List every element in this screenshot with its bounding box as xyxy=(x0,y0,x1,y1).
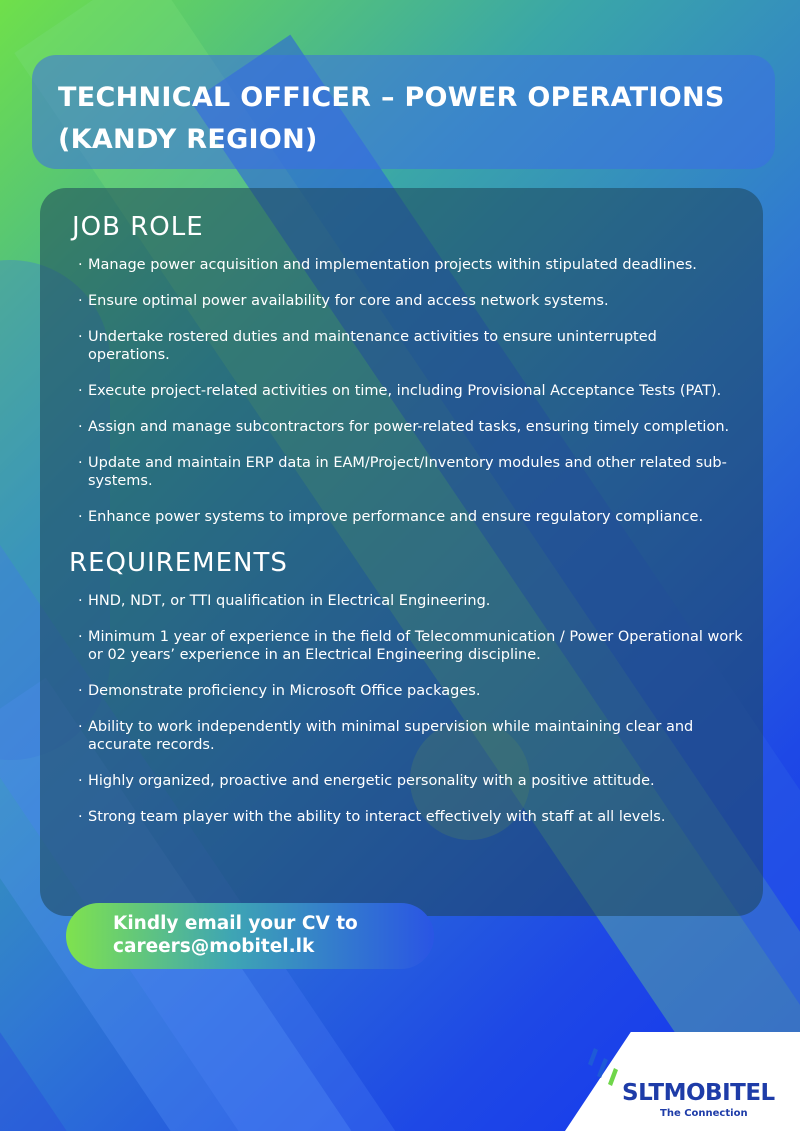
job-role-list xyxy=(72,256,743,526)
logo-mobitel: MOBITEL xyxy=(663,1080,775,1106)
title-line-2: (KANDY REGION) xyxy=(58,124,318,155)
requirements-list xyxy=(72,592,743,826)
list-item: · Minimum 1 year of experience in the field of Telecommunication / Power Operational work or 02 years’ experience in an Electrical Engineering discipline. xyxy=(72,628,743,664)
page-title xyxy=(58,77,749,161)
list-item: · Highly organized, proactive and energetic personality with a positive attitude. xyxy=(72,772,743,790)
title-banner xyxy=(32,55,775,169)
list-item: · Manage power acquisition and implementation projects within stipulated deadlines. xyxy=(72,256,743,274)
apply-email-banner[interactable] xyxy=(66,903,434,969)
list-item: · Update and maintain ERP data in EAM/Project/Inventory modules and other related sub-systems. xyxy=(72,454,743,490)
list-item: · HND, NDT, or TTI qualification in Electrical Engineering. xyxy=(72,592,743,610)
slt-mobitel-logo-icon xyxy=(588,1046,622,1092)
logo-tagline: The Connection xyxy=(660,1108,748,1119)
list-item: · Enhance power systems to improve performance and ensure regulatory compliance. xyxy=(72,508,743,526)
logo-wordmark xyxy=(622,1080,775,1106)
job-role-heading: JOB ROLE xyxy=(72,212,204,242)
cta-email[interactable]: careers@mobitel.lk xyxy=(113,936,315,957)
list-item: · Demonstrate proficiency in Microsoft Office packages. xyxy=(72,682,743,700)
requirements-heading: REQUIREMENTS xyxy=(69,548,288,578)
list-item: · Ensure optimal power availability for core and access network systems. xyxy=(72,292,743,310)
list-item: · Strong team player with the ability to interact effectively with staff at all levels. xyxy=(72,808,743,826)
list-item: · Undertake rostered duties and maintenance activities to ensure uninterrupted operations. xyxy=(72,328,743,364)
list-item: · Ability to work independently with minimal supervision while maintaining clear and accurate records. xyxy=(72,718,743,754)
title-line-1: TECHNICAL OFFICER – POWER OPERATIONS xyxy=(58,82,725,113)
list-item: · Execute project-related activities on time, including Provisional Acceptance Tests (PAT). xyxy=(72,382,743,400)
list-item: · Assign and manage subcontractors for power-related tasks, ensuring timely completion. xyxy=(72,418,743,436)
logo-slt: SLT xyxy=(622,1080,664,1106)
cta-line-1: Kindly email your CV to xyxy=(113,913,358,934)
content-panel xyxy=(40,188,763,916)
